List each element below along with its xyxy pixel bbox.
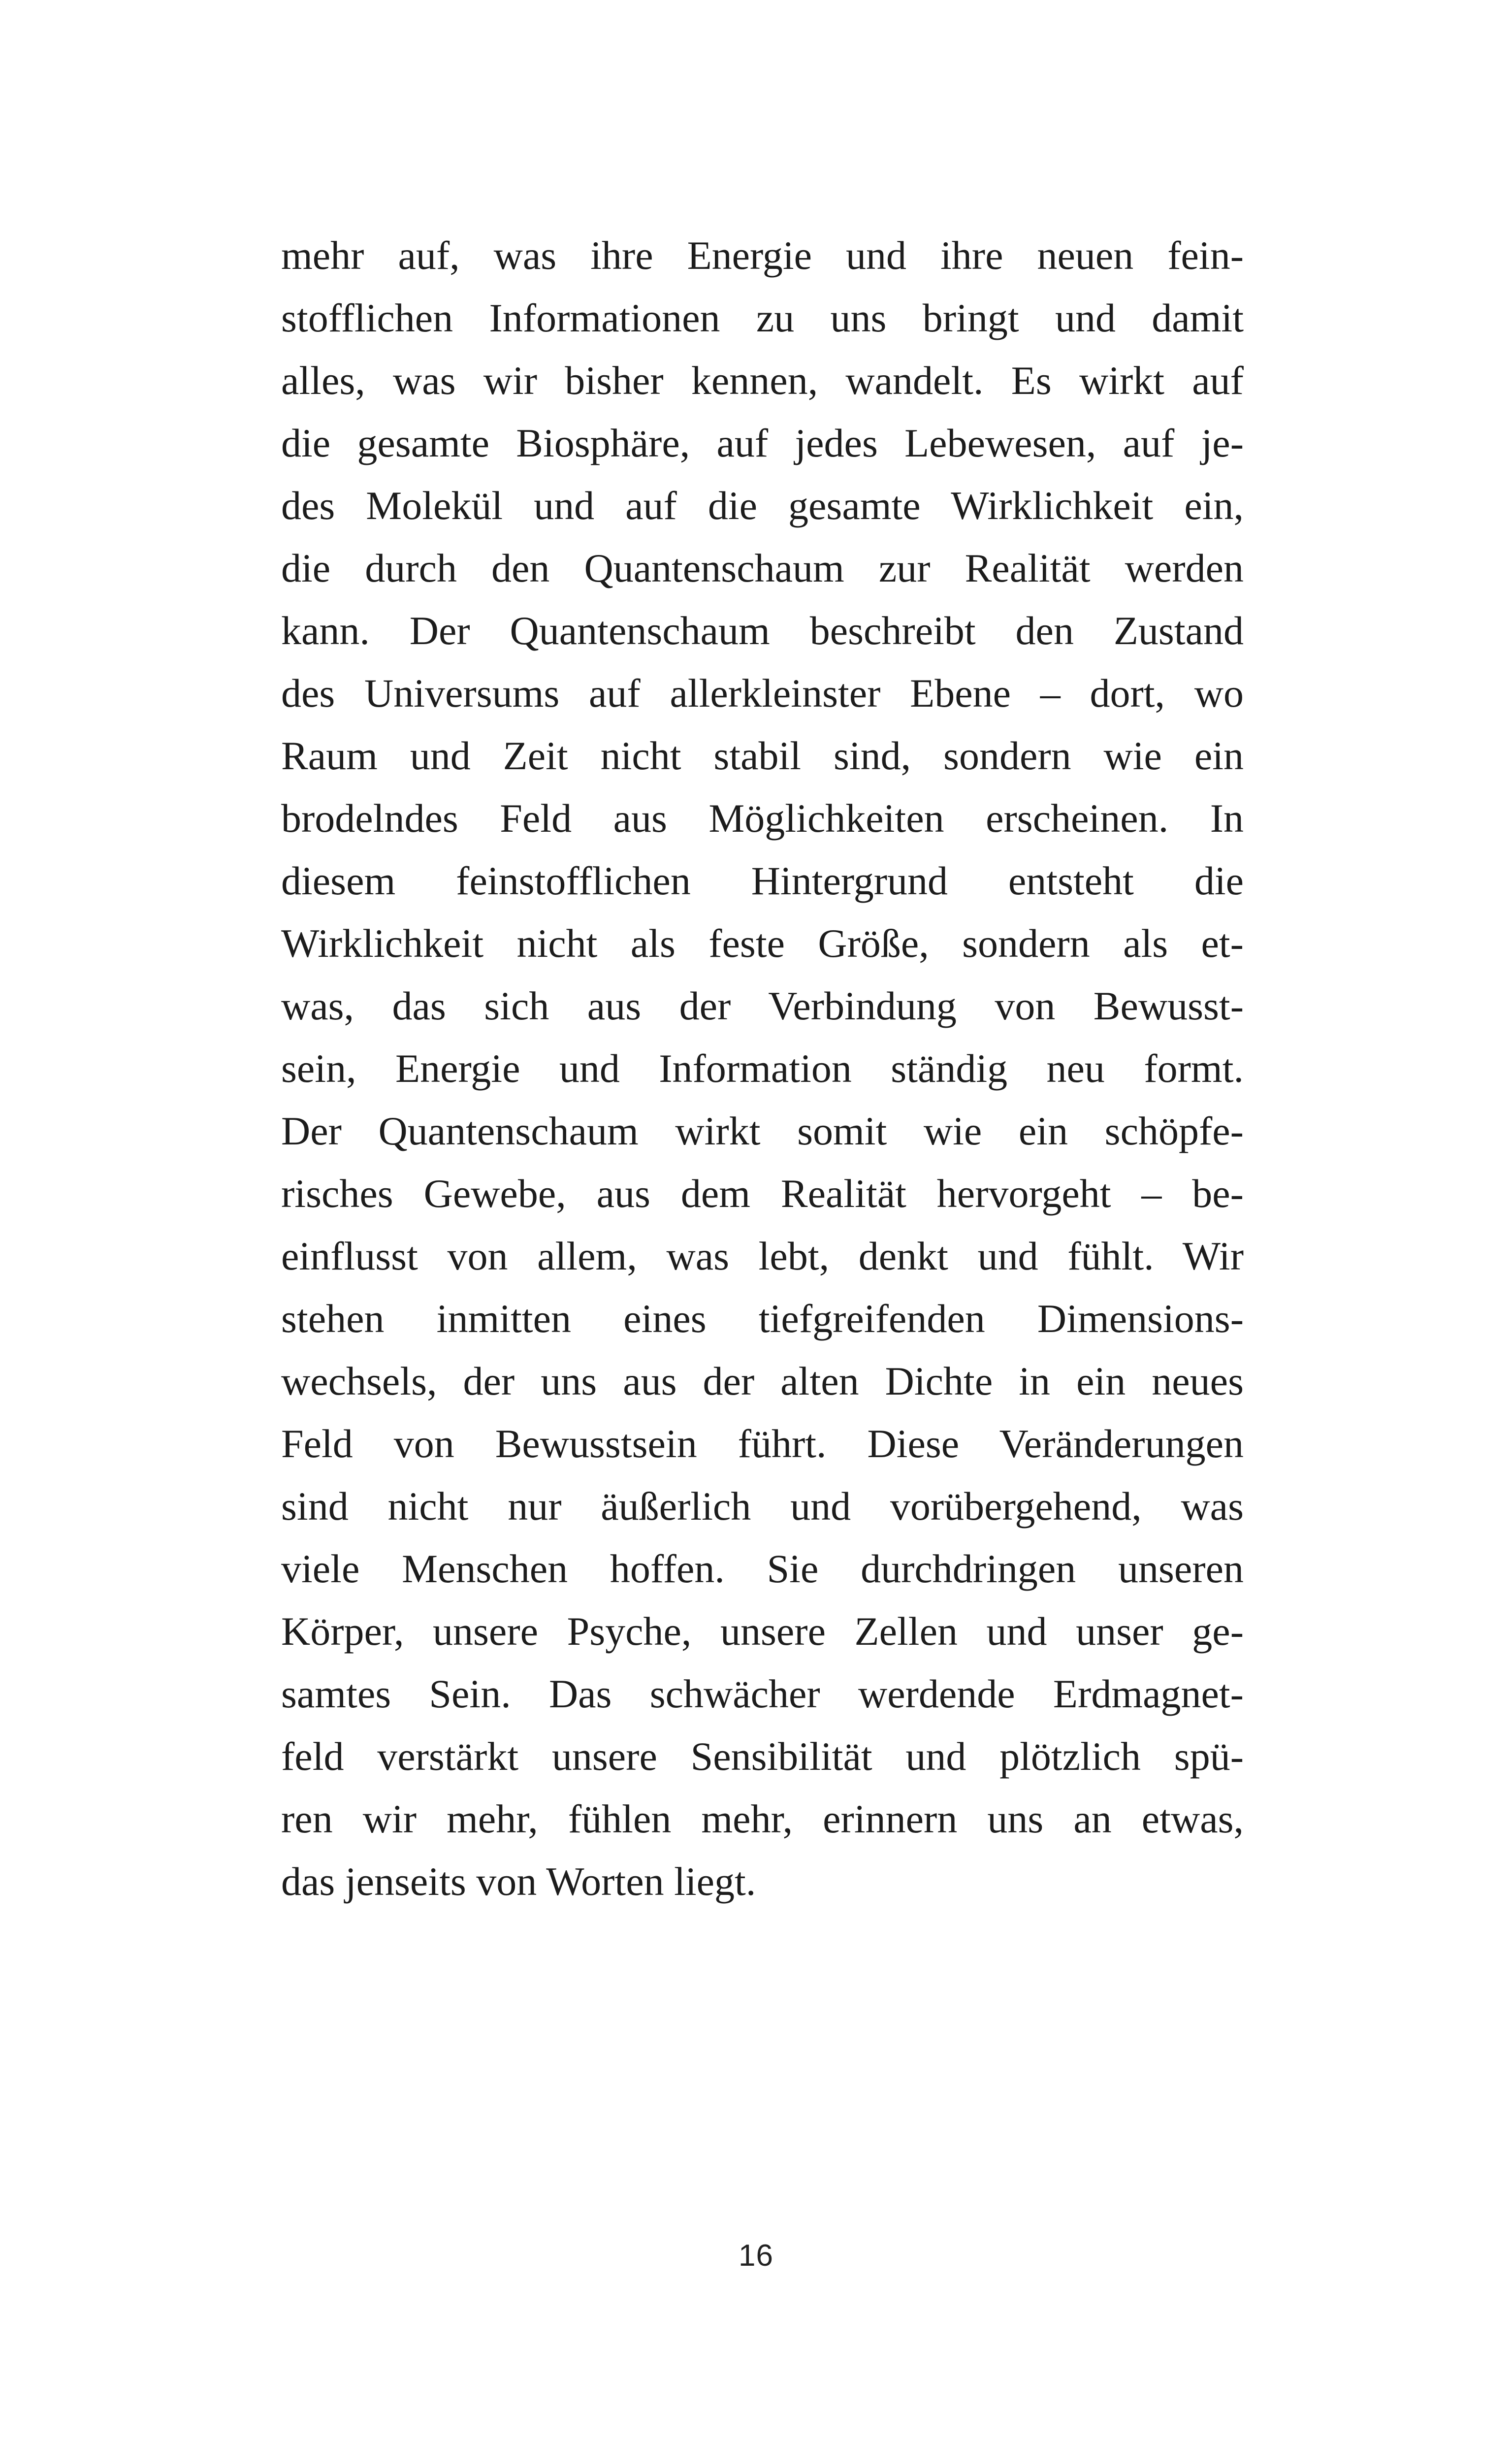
text-line: ren wir mehr, fühlen mehr, erinnern uns an etwas, [281,1796,1244,1841]
text-line: stehen inmitten eines tiefgreifenden Dimensions- [281,1296,1244,1341]
text-line: das jenseits von Worten liegt. [281,1859,756,1904]
page-number: 16 [739,2239,773,2273]
text-line: die durch den Quantenschaum zur Realität werden [281,546,1244,590]
text-line: samtes Sein. Das schwächer werdende Erdmagnet- [281,1671,1244,1716]
text-line: Wirklichkeit nicht als feste Größe, sondern als et- [281,921,1244,966]
text-line: stofflichen Informationen zu uns bringt und damit [281,295,1244,340]
text-line: mehr auf, was ihre Energie und ihre neuen fein- [281,233,1244,278]
paragraph [281,224,1244,1913]
text-line: sind nicht nur äußerlich und vorübergehend, was [281,1484,1244,1529]
text-line: alles, was wir bisher kennen, wandelt. Es wirkt auf [281,358,1244,403]
text-line: sein, Energie und Information ständig neu formt. [281,1046,1244,1091]
text-line: Feld von Bewusstsein führt. Diese Veränderungen [281,1421,1244,1466]
text-line: kann. Der Quantenschaum beschreibt den Zustand [281,608,1244,653]
text-line: was, das sich aus der Verbindung von Bewusst- [281,983,1244,1028]
text-line: brodelndes Feld aus Möglichkeiten erscheinen. In [281,796,1244,841]
text-line: Der Quantenschaum wirkt somit wie ein schöpfe- [281,1108,1244,1153]
text-line: diesem feinstofflichen Hintergrund entsteht die [281,858,1244,903]
text-line: des Universums auf allerkleinster Ebene – dort, wo [281,671,1244,716]
text-line: viele Menschen hoffen. Sie durchdringen unseren [281,1546,1244,1591]
text-line: Körper, unsere Psyche, unsere Zellen und unser ge- [281,1609,1244,1654]
text-line: risches Gewebe, aus dem Realität hervorgeht – be- [281,1171,1244,1216]
text-line: einflusst von allem, was lebt, denkt und fühlt. Wir [281,1234,1244,1278]
text-line: feld verstärkt unsere Sensibilität und plötzlich spü- [281,1734,1244,1779]
text-line: des Molekül und auf die gesamte Wirklichkeit ein, [281,483,1244,528]
text-line: wechsels, der uns aus der alten Dichte in ein neues [281,1359,1244,1403]
text-line: die gesamte Biosphäre, auf jedes Lebewesen, auf je- [281,421,1244,465]
text-line: Raum und Zeit nicht stabil sind, sondern wie ein [281,733,1244,778]
